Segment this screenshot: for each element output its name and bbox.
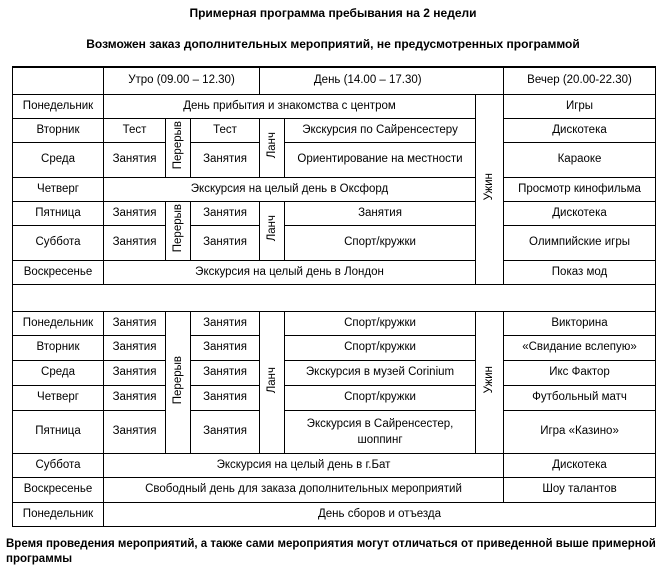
morning-cell: Занятия xyxy=(191,201,260,225)
break-label: Перерыв xyxy=(171,204,184,253)
morning-cell: Тест xyxy=(191,118,260,142)
evening-cell: Игра «Казино» xyxy=(504,410,656,453)
break-label: Перерыв xyxy=(171,121,184,170)
page-subtitle: Возможен заказ дополнительных мероприятий, не предусмотренных программой xyxy=(86,37,580,51)
afternoon-cell: Экскурсия по Сайренсестеру xyxy=(285,118,476,142)
break-cell xyxy=(166,201,191,260)
day-cell: Среда xyxy=(13,360,104,385)
header-gap xyxy=(476,67,504,94)
evening-cell: Дискотека xyxy=(504,453,656,477)
table-row xyxy=(13,94,656,118)
activity-cell: День прибытия и знакомства с центром xyxy=(104,94,476,118)
day-cell: Четверг xyxy=(13,177,104,201)
break-cell xyxy=(166,118,191,177)
table-row xyxy=(13,360,656,385)
dinner-cell xyxy=(476,94,504,284)
dinner-cell xyxy=(476,311,504,453)
morning-cell: Занятия xyxy=(104,201,166,225)
morning-cell: Занятия xyxy=(191,410,260,453)
morning-cell: Занятия xyxy=(104,225,166,260)
table-row xyxy=(13,225,656,260)
morning-cell: Занятия xyxy=(104,142,166,177)
morning-cell: Занятия xyxy=(104,311,166,335)
evening-cell: Олимпийские игры xyxy=(504,225,656,260)
day-cell: Суббота xyxy=(13,453,104,477)
evening-cell: Дискотека xyxy=(504,201,656,225)
lunch-label: Ланч xyxy=(265,132,278,159)
evening-cell: Игры xyxy=(504,94,656,118)
page-title: Примерная программа пребывания на 2 недели xyxy=(189,6,477,20)
footnote: Время проведения мероприятий, а также сами мероприятия могут отличаться от приведенной выше примерной программы xyxy=(6,538,656,565)
table-row xyxy=(13,311,656,335)
afternoon-cell: Спорт/кружки xyxy=(285,335,476,360)
day-cell: Понедельник xyxy=(13,502,104,526)
break-label: Перерыв xyxy=(171,355,184,405)
afternoon-cell: Экскурсия в Сайренсестер, шоппинг xyxy=(285,410,476,453)
evening-cell: Просмотр кинофильма xyxy=(504,177,656,201)
break-cell xyxy=(166,311,191,453)
activity-cell: День сборов и отъезда xyxy=(104,502,656,526)
evening-cell: Икс Фактор xyxy=(504,360,656,385)
day-cell: Среда xyxy=(13,142,104,177)
lunch-cell xyxy=(260,201,285,260)
table-row xyxy=(13,335,656,360)
morning-cell: Занятия xyxy=(191,335,260,360)
evening-cell: Футбольный матч xyxy=(504,385,656,410)
table-row xyxy=(13,453,656,477)
activity-cell: Экскурсия на целый день в Лондон xyxy=(104,260,476,284)
morning-cell: Занятия xyxy=(104,410,166,453)
morning-cell: Занятия xyxy=(191,360,260,385)
morning-cell: Тест xyxy=(104,118,166,142)
morning-cell: Занятия xyxy=(191,311,260,335)
day-cell: Вторник xyxy=(13,118,104,142)
lunch-label: Ланч xyxy=(265,366,278,394)
afternoon-cell: Спорт/кружки xyxy=(285,225,476,260)
morning-cell: Занятия xyxy=(104,335,166,360)
activity-cell: Свободный день для заказа дополнительных мероприятий xyxy=(104,477,504,502)
evening-cell: Караоке xyxy=(504,142,656,177)
separator-cell xyxy=(13,284,656,311)
evening-cell: Дискотека xyxy=(504,118,656,142)
day-cell: Понедельник xyxy=(13,311,104,335)
day-cell: Воскресенье xyxy=(13,477,104,502)
afternoon-cell: Экскурсия в музей Corinium xyxy=(285,360,476,385)
morning-cell: Занятия xyxy=(104,360,166,385)
morning-cell: Занятия xyxy=(104,385,166,410)
afternoon-cell: Спорт/кружки xyxy=(285,385,476,410)
morning-cell: Занятия xyxy=(191,225,260,260)
morning-cell: Занятия xyxy=(191,142,260,177)
day-cell: Понедельник xyxy=(13,94,104,118)
dinner-label: Ужин xyxy=(483,366,496,394)
activity-cell: Экскурсия на целый день в Оксфорд xyxy=(104,177,476,201)
header-day: День (14.00 – 17.30) xyxy=(260,67,476,94)
evening-cell: Показ мод xyxy=(504,260,656,284)
evening-cell: «Свидание вслепую» xyxy=(504,335,656,360)
afternoon-cell: Спорт/кружки xyxy=(285,311,476,335)
day-cell: Вторник xyxy=(13,335,104,360)
lunch-label: Ланч xyxy=(265,215,278,242)
day-cell: Суббота xyxy=(13,225,104,260)
table-row xyxy=(13,410,656,453)
table-row xyxy=(13,260,656,284)
day-cell: Воскресенье xyxy=(13,260,104,284)
evening-cell: Шоу талантов xyxy=(504,477,656,502)
evening-cell: Викторина xyxy=(504,311,656,335)
afternoon-cell: Занятия xyxy=(285,201,476,225)
lunch-cell xyxy=(260,118,285,177)
day-cell: Пятница xyxy=(13,201,104,225)
table-row xyxy=(13,502,656,526)
lunch-cell xyxy=(260,311,285,453)
table-row xyxy=(13,142,656,177)
week-separator-row xyxy=(13,284,656,311)
afternoon-cell: Ориентирование на местности xyxy=(285,142,476,177)
header-morning: Утро (09.00 – 12.30) xyxy=(104,67,260,94)
day-cell: Четверг xyxy=(13,385,104,410)
table-row xyxy=(13,477,656,502)
header-row xyxy=(13,67,656,94)
activity-cell: Экскурсия на целый день в г.Бат xyxy=(104,453,504,477)
table-row xyxy=(13,118,656,142)
table-row xyxy=(13,177,656,201)
schedule-table xyxy=(12,66,656,527)
day-cell: Пятница xyxy=(13,410,104,453)
header-evening: Вечер (20.00-22.30) xyxy=(504,67,656,94)
morning-cell: Занятия xyxy=(191,385,260,410)
header-corner xyxy=(13,67,104,94)
table-row xyxy=(13,201,656,225)
dinner-label: Ужин xyxy=(483,173,496,201)
table-row xyxy=(13,385,656,410)
